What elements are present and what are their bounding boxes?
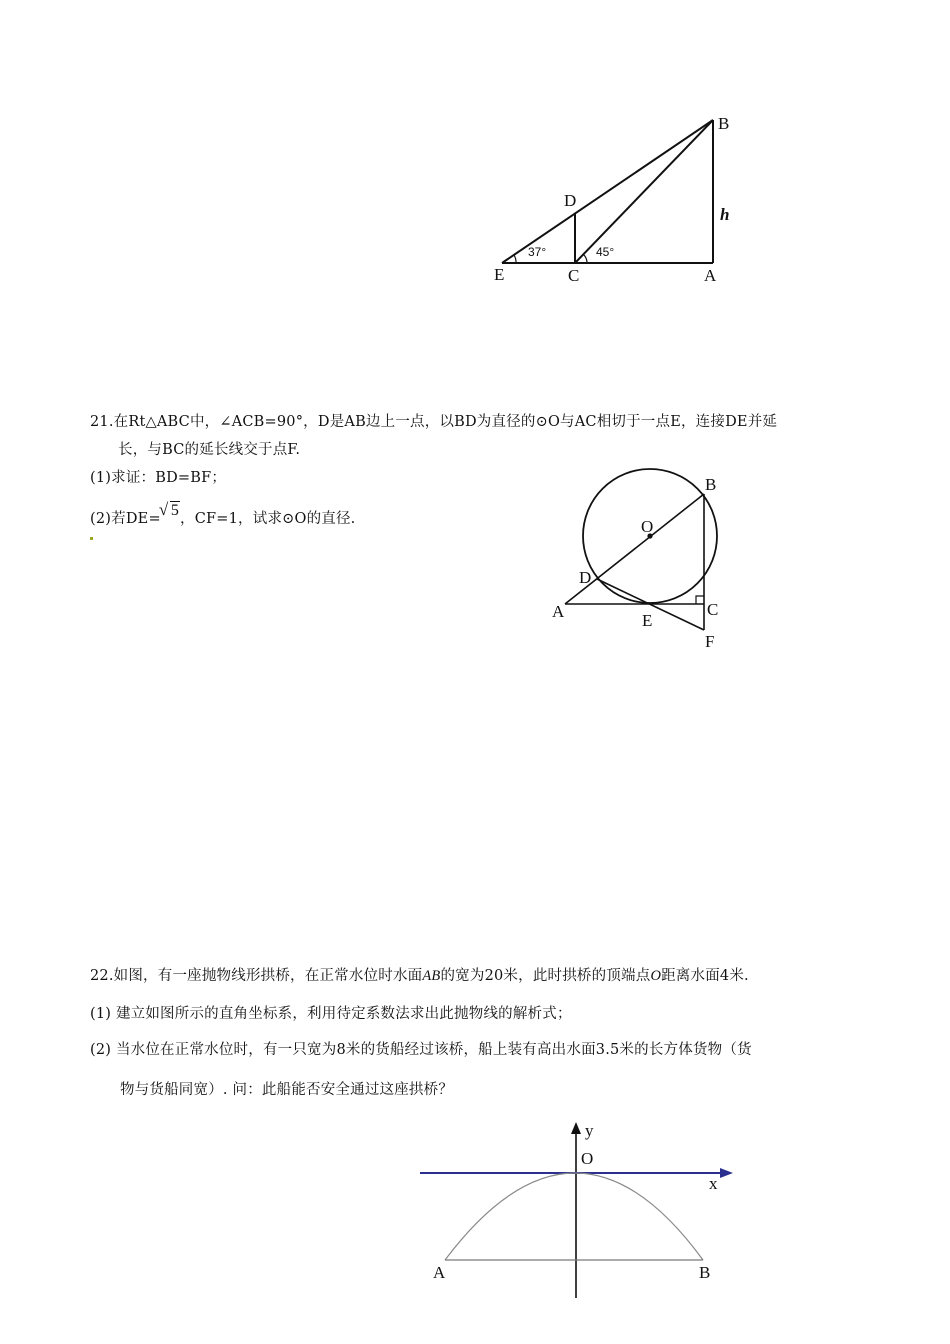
q22-part2-line1: (2) 当水位在正常水位时，有一只宽为8米的货船经过该桥，船上装有高出水面3.5米的长方体货物（货 — [90, 1042, 752, 1058]
parabola-arch — [445, 1173, 703, 1260]
q22-stem-post: 距离水面4米. — [661, 968, 749, 984]
q21-stem-line1: 21.在Rt△ABC中，∠ACB=90°，D是AB边上一点，以BD为直径的⊙O与AC相切于一点E，连接DE并延 — [90, 414, 778, 430]
q21-stem-line2: 长，与BC的延长线交于点F. — [118, 442, 301, 458]
point-label-C: C — [568, 266, 580, 285]
point-label-C: C — [707, 600, 719, 619]
q22-stem-pre: 22.如图，有一座抛物线形拱桥，在正常水位时水面 — [90, 968, 423, 984]
point-label-E: E — [494, 265, 505, 284]
point-label-B: B — [699, 1263, 711, 1282]
segment-AB — [565, 494, 704, 604]
segment-EB — [502, 120, 713, 263]
angle-label-37: 37° — [528, 245, 547, 259]
q21-part2 — [90, 502, 356, 529]
point-label-A: A — [433, 1263, 446, 1282]
point-label-B: B — [705, 475, 717, 494]
sqrt-symbol — [161, 501, 180, 521]
q22-stem — [90, 966, 749, 986]
point-label-D: D — [579, 568, 592, 587]
axis-label-x: x — [709, 1174, 718, 1193]
point-label-O: O — [641, 517, 654, 536]
angle-label-45: 45° — [596, 245, 615, 259]
q22-stem-AB: AB — [422, 968, 441, 984]
figure-parabola-bridge — [415, 1118, 745, 1303]
point-label-A: A — [552, 602, 565, 621]
figure-triangle-angles — [490, 110, 750, 295]
point-label-E: E — [642, 611, 653, 630]
angle-arc-E — [514, 255, 516, 263]
q21-part2-prefix: (2)若DE= — [90, 511, 161, 527]
sqrt-radicand: 5 — [170, 502, 180, 519]
height-label-h: h — [720, 205, 730, 224]
axis-label-y: y — [585, 1121, 594, 1140]
q22-stem-mid: 的宽为20米，此时拱桥的顶端点 — [440, 968, 651, 984]
figure-circle-tangent — [545, 470, 735, 655]
segment-CB — [575, 120, 713, 263]
q22-part2-line2: 物与货船同宽）. 问：此船能否安全通过这座拱桥？ — [120, 1082, 454, 1098]
q21-part2-suffix: ，CF=1，试求⊙O的直径. — [180, 511, 356, 527]
point-label-A: A — [704, 266, 717, 285]
x-axis-arrow — [720, 1168, 733, 1178]
q22-stem-O: O — [650, 968, 662, 984]
q21-part1: (1)求证：BD=BF； — [90, 470, 227, 486]
y-axis-arrow — [571, 1122, 581, 1134]
angle-arc-C — [583, 254, 587, 263]
origin-label-O: O — [581, 1149, 594, 1168]
q22-part1: (1) 建立如图所示的直角坐标系，利用待定系数法求出此抛物线的解析式； — [90, 1006, 572, 1022]
point-label-F: F — [705, 632, 715, 651]
right-angle-mark — [696, 596, 704, 604]
stray-mark — [90, 537, 93, 540]
point-label-B: B — [718, 114, 730, 133]
point-label-D: D — [564, 191, 577, 210]
